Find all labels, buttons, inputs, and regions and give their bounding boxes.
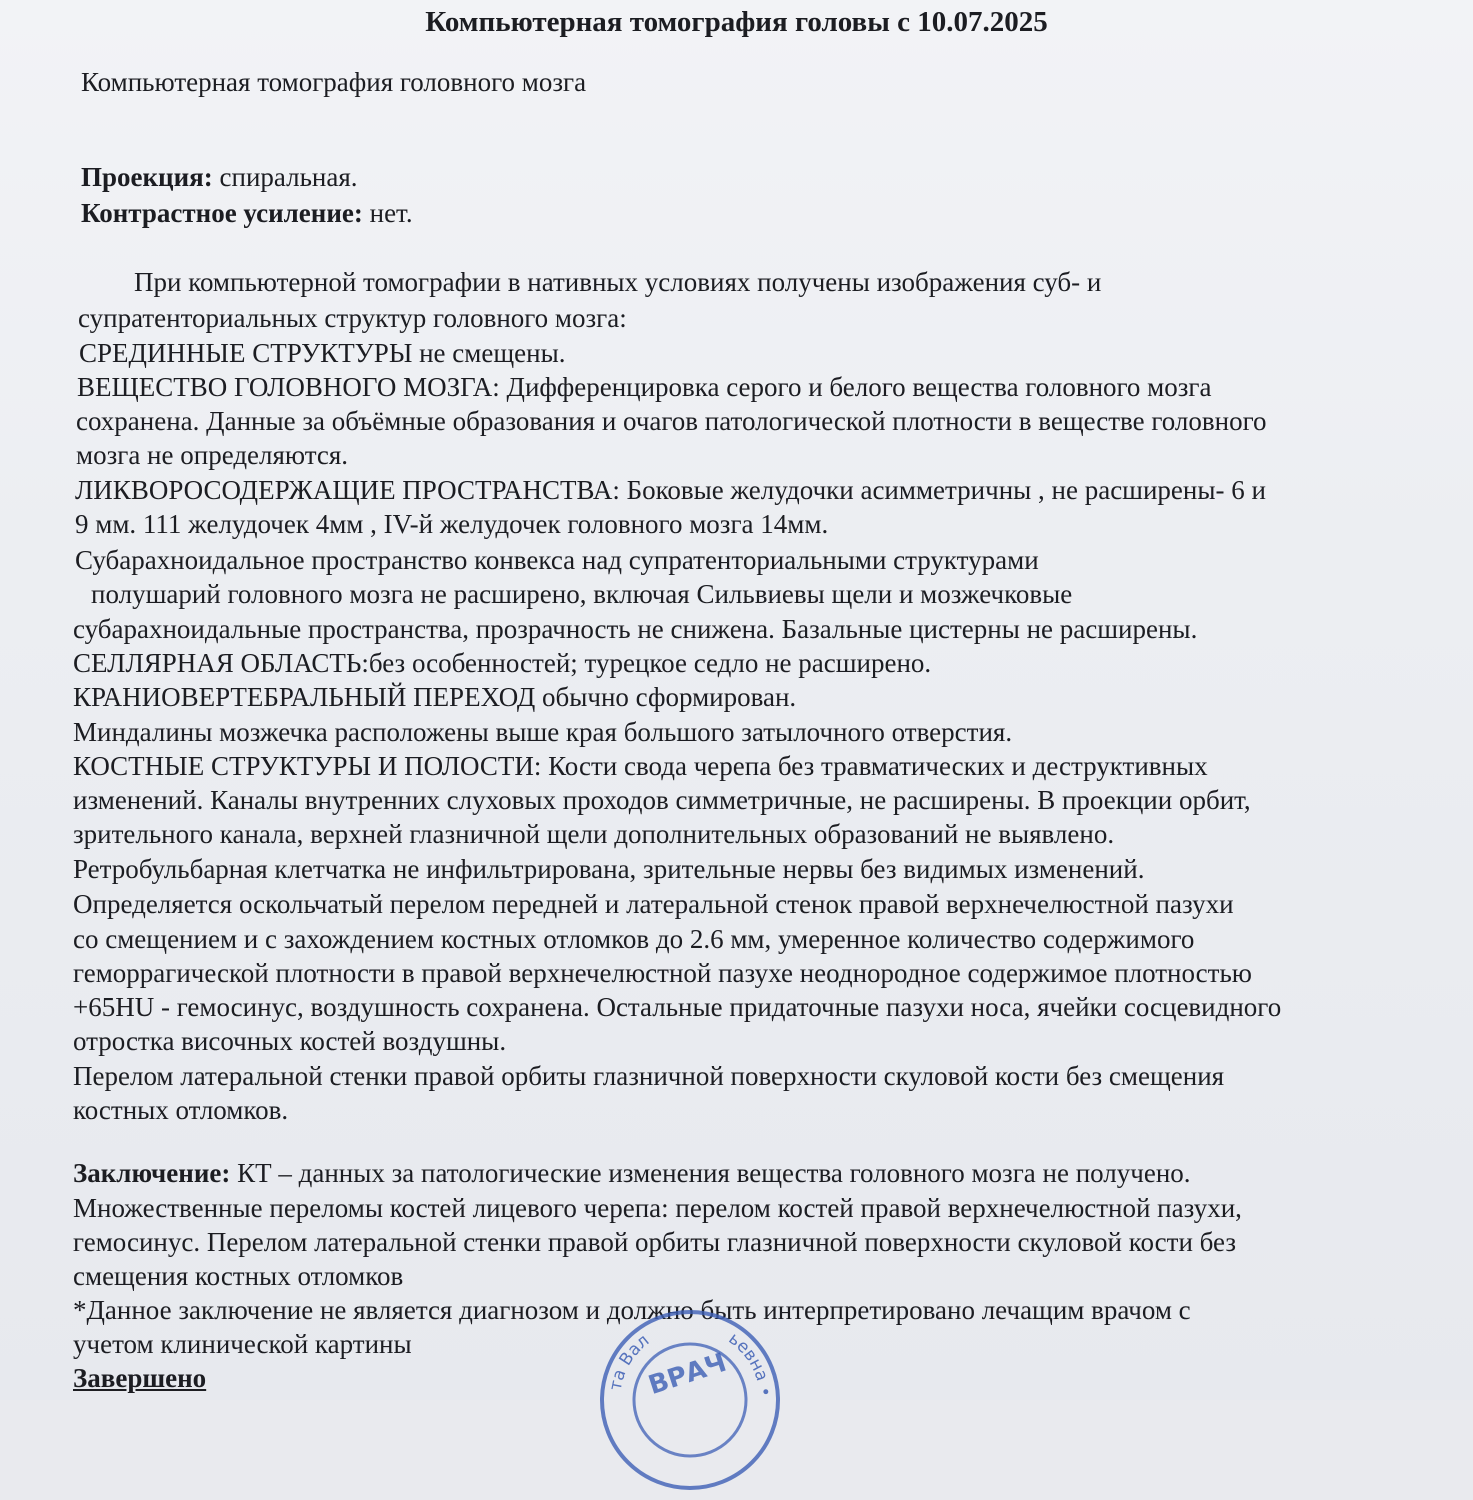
body-line: сохранена. Данные за объёмные образования и очагов патологической плотности в веществе головного (76, 406, 1267, 436)
projection-label: Проекция: (81, 162, 213, 192)
body-line: Ретробульбарная клетчатка не инфильтрирована, зрительные нервы без видимых изменений. (73, 854, 1145, 884)
conclusion-line: Множественные переломы костей лицевого черепа: перелом костей правой верхнечелюстной пазухи, (73, 1193, 1242, 1223)
body-line: полушарий головного мозга не расширено, включая Сильвиевы щели и мозжечковые (91, 579, 1073, 609)
conclusion-line: смещения костных отломков (73, 1261, 404, 1291)
status-completed: Завершено (73, 1363, 207, 1393)
body-line: со смещением и с захождением костных отломков до 2.6 мм, умеренное количество содержимого (73, 924, 1195, 954)
body-line: мозга не определяются. (76, 440, 349, 470)
body-line: СРЕДИННЫЕ СТРУКТУРЫ не смещены. (79, 338, 566, 368)
conclusion-line (73, 1157, 1191, 1189)
body-line: Миндалины мозжечка расположены выше края большого затылочного отверстия. (73, 717, 1013, 747)
document-subtitle: Компьютерная томография головного мозга (81, 67, 587, 97)
seal-stamp-icon (590, 1300, 790, 1500)
body-line: Определяется оскольчатый перелом передней и латеральной стенок правой верхнечелюстной пазухи (73, 889, 1234, 919)
conclusion-label: Заключение: (73, 1158, 231, 1188)
body-line: 9 мм. 111 желудочек 4мм , IV-й желудочек головного мозга 14мм. (75, 509, 829, 539)
body-line: изменений. Каналы внутренних слуховых проходов симметричные, не расширены. В проекции орбит, (73, 785, 1251, 815)
body-line: Субарахноидальное пространство конвекса над супратенториальными структурами (75, 545, 1039, 575)
stamp-arc-text-left: та Вал (605, 1330, 654, 1393)
body-line: КОСТНЫЕ СТРУКТУРЫ И ПОЛОСТИ: Кости свода черепа без травматических и деструктивных (73, 751, 1208, 781)
conclusion-line: гемосинус. Перелом латеральной стенки правой орбиты глазничной поверхности скуловой кости без (73, 1227, 1237, 1257)
body-line: отростка височных костей воздушны. (73, 1026, 507, 1056)
body-line: КРАНИОВЕРТЕБРАЛЬНЫЙ ПЕРЕХОД обычно сформирован. (73, 682, 797, 712)
body-line: +65HU - гемосинус, воздушность сохранена. Остальные придаточные пазухи носа, ячейки сосцевидного (73, 992, 1282, 1022)
body-line: зрительного канала, верхней глазничной щели дополнительных образований не выявлено. (73, 819, 1115, 849)
projection-line (81, 161, 358, 193)
disclaimer-line: *Данное заключение не является диагнозом и должно быть интерпретировано лечащим врачом с (73, 1295, 1191, 1325)
body-line: Перелом латеральной стенки правой орбиты глазничной поверхности скуловой кости без смещения (73, 1061, 1225, 1091)
disclaimer-line: учетом клинической картины (73, 1329, 412, 1359)
document-title: Компьютерная томография головы с 10.07.2025 (425, 6, 1048, 38)
body-line: При компьютерной томографии в нативных условиях получены изображения суб- и (134, 267, 1102, 297)
contrast-line (81, 197, 413, 229)
stamp-arc-text-right: ьевна • (724, 1328, 776, 1398)
body-line: ВЕЩЕСТВО ГОЛОВНОГО МОЗГА: Дифференцировка серого и белого вещества головного мозга (77, 372, 1212, 402)
contrast-label: Контрастное усиление: (81, 198, 363, 228)
body-line: костных отломков. (73, 1095, 289, 1125)
stamp-center-text: ВРАЧ (644, 1347, 731, 1402)
body-line: СЕЛЛЯРНАЯ ОБЛАСТЬ:без особенностей; турецкое седло не расширено. (73, 648, 932, 678)
body-line: супратенториальных структур головного мозга: (78, 303, 627, 333)
body-line: ЛИКВОРОСОДЕРЖАЩИЕ ПРОСТРАНСТВА: Боковые желудочки асимметричны , не расширены- 6 и (75, 475, 1266, 505)
conclusion-text: КТ – данных за патологические изменения вещества головного мозга не получено. (230, 1158, 1191, 1188)
projection-value: спиральная. (212, 162, 358, 192)
contrast-value: нет. (362, 198, 413, 228)
body-line: субарахноидальные пространства, прозрачность не снижена. Базальные цистерны не расширены. (73, 614, 1198, 644)
body-line: геморрагической плотности в правой верхнечелюстной пазухе неоднородное содержимое плотностью (73, 958, 1252, 988)
